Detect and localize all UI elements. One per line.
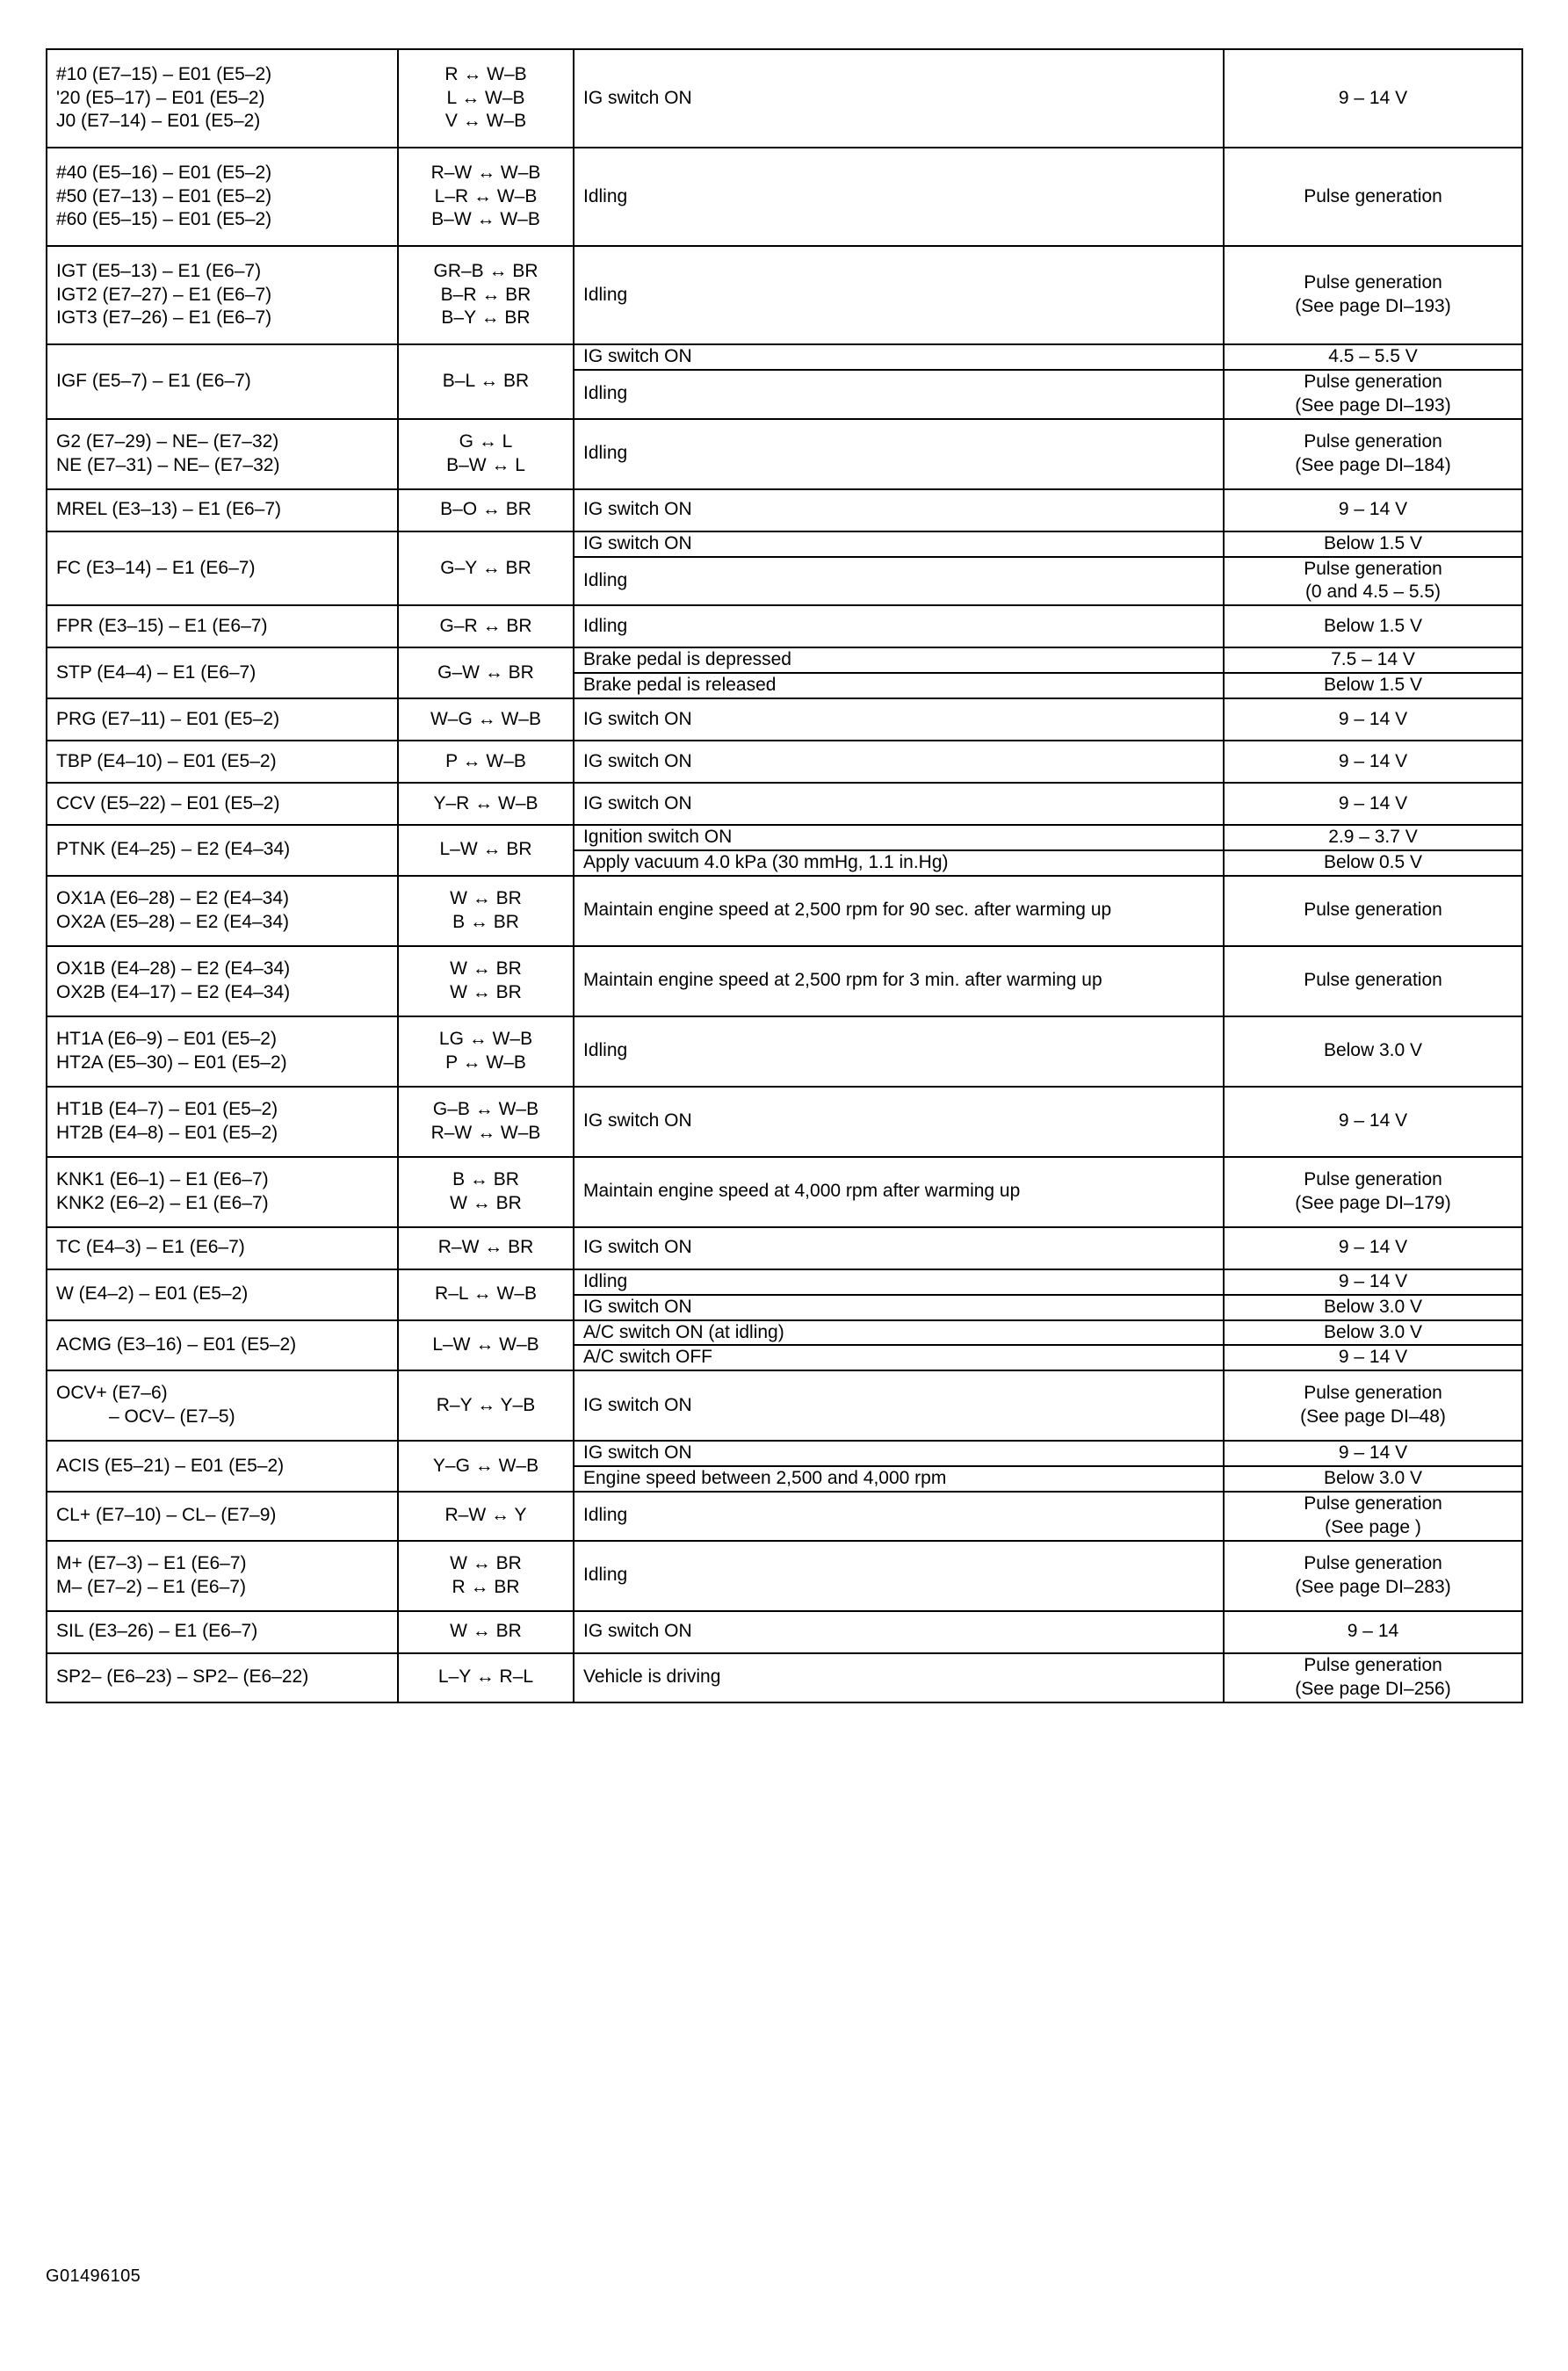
text-line: (See page DI–193) <box>1295 296 1451 316</box>
text-line: Y–R ↔ W–B <box>433 792 538 813</box>
specified-condition-cell <box>1224 1441 1522 1466</box>
table-row <box>47 1320 1522 1346</box>
specified-condition-cell <box>1224 1320 1522 1346</box>
ecm-terminal-spec-table <box>46 48 1523 1703</box>
text-line: IGT2 (E7–27) – E1 (E6–7) <box>56 284 272 305</box>
condition-cell: A/C switch ON (at idling) <box>574 1320 1224 1346</box>
text-line: 9 – 14 V <box>1338 1347 1408 1368</box>
text-line: B–W ↔ W–B <box>431 209 540 230</box>
specified-condition-cell <box>1224 1611 1522 1653</box>
text-line: R ↔ BR <box>452 1576 520 1597</box>
table-row <box>47 344 1522 370</box>
text-line: M– (E7–2) – E1 (E6–7) <box>56 1576 246 1597</box>
text-line: KNK2 (E6–2) – E1 (E6–7) <box>56 1192 269 1213</box>
text-line: 9 – 14 V <box>1338 750 1408 771</box>
text-line: ACMG (E3–16) – E01 (E5–2) <box>56 1334 297 1355</box>
text-line: #60 (E5–15) – E01 (E5–2) <box>56 209 272 230</box>
wiring-color-cell <box>398 1087 574 1157</box>
condition-cell: Maintain engine speed at 4,000 rpm after warming up <box>574 1157 1224 1227</box>
specified-condition-cell <box>1224 1653 1522 1702</box>
specified-condition-cell <box>1224 1157 1522 1227</box>
condition-cell: Maintain engine speed at 2,500 rpm for 90 sec. after warming up <box>574 876 1224 946</box>
text-line: CCV (E5–22) – E01 (E5–2) <box>56 792 280 813</box>
text-line: L–W ↔ BR <box>439 839 532 860</box>
terminal-cell <box>47 783 398 825</box>
text-line: W ↔ BR <box>450 1621 522 1642</box>
text-line: LG ↔ W–B <box>438 1028 533 1049</box>
condition-cell: IG switch ON <box>574 698 1224 741</box>
text-line: PTNK (E4–25) – E2 (E4–34) <box>56 839 291 860</box>
terminal-cell <box>47 876 398 946</box>
text-line: G–R ↔ BR <box>439 615 532 636</box>
specified-condition-cell <box>1224 850 1522 876</box>
text-line: OX2A (E5–28) – E2 (E4–34) <box>56 911 289 932</box>
text-line: Below 3.0 V <box>1323 1296 1423 1317</box>
text-line: ACIS (E5–21) – E01 (E5–2) <box>56 1455 285 1476</box>
wiring-color-cell <box>398 1541 574 1611</box>
text-line: Below 1.5 V <box>1323 615 1423 636</box>
text-line: STP (E4–4) – E1 (E6–7) <box>56 661 257 683</box>
text-line: HT2B (E4–8) – E01 (E5–2) <box>56 1122 278 1143</box>
text-line: 9 – 14 V <box>1338 499 1408 520</box>
terminal-cell <box>47 419 398 489</box>
table-row <box>47 531 1522 557</box>
text-line: PRG (E7–11) – E01 (E5–2) <box>56 708 280 729</box>
text-line: Pulse generation <box>1304 1552 1442 1573</box>
text-line: (See page DI–48) <box>1300 1406 1446 1428</box>
specified-condition-cell <box>1224 1295 1522 1320</box>
specified-condition-cell <box>1224 1541 1522 1611</box>
terminal-cell <box>47 1441 398 1492</box>
text-line: G–B ↔ W–B <box>432 1098 539 1119</box>
terminal-cell <box>47 1541 398 1611</box>
text-line: FC (E3–14) – E1 (E6–7) <box>56 557 256 578</box>
wiring-color-cell <box>398 1157 574 1227</box>
wiring-color-cell <box>398 1611 574 1653</box>
text-line: SIL (E3–26) – E1 (E6–7) <box>56 1621 258 1642</box>
condition-cell: Idling <box>574 148 1224 246</box>
wiring-color-cell <box>398 1269 574 1320</box>
text-line: Pulse generation <box>1304 272 1442 293</box>
table-row <box>47 946 1522 1016</box>
text-line: W ↔ BR <box>450 887 522 908</box>
text-line: W (E4–2) – E01 (E5–2) <box>56 1283 249 1305</box>
terminal-cell <box>47 1016 398 1087</box>
condition-cell: IG switch ON <box>574 1441 1224 1466</box>
text-line: 9 – 14 V <box>1338 1237 1408 1258</box>
text-line: (See page DI–179) <box>1295 1192 1451 1213</box>
text-line: J0 (E7–14) – E01 (E5–2) <box>56 111 261 132</box>
terminal-cell <box>47 1653 398 1702</box>
text-line: TBP (E4–10) – E01 (E5–2) <box>56 750 277 771</box>
condition-cell: IG switch ON <box>574 1295 1224 1320</box>
text-line: Pulse generation <box>1304 970 1442 991</box>
text-line: W ↔ BR <box>450 958 522 979</box>
text-line: W ↔ BR <box>450 981 522 1002</box>
text-line: HT2A (E5–30) – E01 (E5–2) <box>56 1052 287 1073</box>
text-line: R–W ↔ W–B <box>430 1122 541 1143</box>
table-row <box>47 741 1522 783</box>
wiring-color-cell <box>398 1653 574 1702</box>
text-line: W ↔ BR <box>450 1192 522 1213</box>
text-line: 4.5 – 5.5 V <box>1328 346 1418 366</box>
text-line: Below 3.0 V <box>1323 1321 1423 1342</box>
text-line: Pulse generation <box>1304 430 1442 452</box>
terminal-cell <box>47 344 398 419</box>
text-line: B–L ↔ BR <box>442 370 530 391</box>
text-line: R ↔ W–B <box>444 63 527 84</box>
text-line: V ↔ W–B <box>444 111 527 132</box>
specified-condition-cell <box>1224 246 1522 344</box>
wiring-color-cell <box>398 1320 574 1371</box>
text-line: 2.9 – 3.7 V <box>1328 827 1418 847</box>
condition-cell: IG switch ON <box>574 1370 1224 1441</box>
wiring-color-cell <box>398 698 574 741</box>
text-line: P ↔ W–B <box>445 750 526 771</box>
text-line: 9 – 14 V <box>1338 87 1408 108</box>
specified-condition-cell <box>1224 1087 1522 1157</box>
text-line: – OCV– (E7–5) <box>109 1406 235 1428</box>
terminal-cell <box>47 148 398 246</box>
condition-cell: Brake pedal is depressed <box>574 647 1224 673</box>
wiring-color-cell <box>398 1016 574 1087</box>
terminal-cell <box>47 825 398 876</box>
text-line: KNK1 (E6–1) – E1 (E6–7) <box>56 1168 269 1189</box>
wiring-color-cell <box>398 148 574 246</box>
terminal-cell <box>47 1320 398 1371</box>
specified-condition-cell <box>1224 148 1522 246</box>
text-line: B–R ↔ BR <box>440 284 531 305</box>
text-line: G ↔ L <box>459 430 513 452</box>
specified-condition-cell <box>1224 344 1522 370</box>
specified-condition-cell <box>1224 1466 1522 1492</box>
condition-cell: Brake pedal is released <box>574 673 1224 698</box>
condition-cell: Idling <box>574 1541 1224 1611</box>
table-row <box>47 489 1522 531</box>
terminal-cell <box>47 698 398 741</box>
terminal-cell <box>47 489 398 531</box>
text-line: B ↔ BR <box>452 911 519 932</box>
specified-condition-cell <box>1224 531 1522 557</box>
table-row <box>47 1541 1522 1611</box>
terminal-cell <box>47 1157 398 1227</box>
text-line: OX1B (E4–28) – E2 (E4–34) <box>56 958 291 979</box>
terminal-cell <box>47 1492 398 1541</box>
wiring-color-cell <box>398 605 574 647</box>
text-line: M+ (E7–3) – E1 (E6–7) <box>56 1552 247 1573</box>
text-line: 9 – 14 V <box>1338 792 1408 813</box>
wiring-color-cell <box>398 1492 574 1541</box>
text-line: B–O ↔ BR <box>440 499 531 520</box>
table-row <box>47 876 1522 946</box>
terminal-cell <box>47 605 398 647</box>
text-line: Below 3.0 V <box>1323 1040 1423 1061</box>
text-line: Pulse generation <box>1304 1493 1442 1514</box>
terminal-cell <box>47 246 398 344</box>
text-line: 9 – 14 V <box>1338 1110 1408 1131</box>
wiring-color-cell <box>398 489 574 531</box>
terminal-cell <box>47 946 398 1016</box>
specified-condition-cell <box>1224 1370 1522 1441</box>
text-line: IGT3 (E7–26) – E1 (E6–7) <box>56 307 272 329</box>
terminal-cell <box>47 1087 398 1157</box>
terminal-cell <box>47 49 398 148</box>
condition-cell: Ignition switch ON <box>574 825 1224 850</box>
condition-cell: IG switch ON <box>574 1087 1224 1157</box>
text-line: (See page DI–193) <box>1295 394 1451 416</box>
text-line: G–W ↔ BR <box>437 661 534 683</box>
condition-cell: Vehicle is driving <box>574 1653 1224 1702</box>
figure-code: G01496105 <box>46 2266 141 2286</box>
text-line: L–W ↔ W–B <box>432 1334 539 1355</box>
specified-condition-cell <box>1224 647 1522 673</box>
condition-cell: IG switch ON <box>574 531 1224 557</box>
text-line: Pulse generation <box>1304 558 1442 579</box>
text-line: FPR (E3–15) – E1 (E6–7) <box>56 615 268 636</box>
text-line: L ↔ W–B <box>446 87 525 108</box>
text-line: R–L ↔ W–B <box>435 1283 537 1305</box>
text-line: L–R ↔ W–B <box>434 185 538 206</box>
terminal-cell <box>47 531 398 606</box>
table-row <box>47 1611 1522 1653</box>
text-line: OX1A (E6–28) – E2 (E4–34) <box>56 887 289 908</box>
text-line: TC (E4–3) – E1 (E6–7) <box>56 1237 245 1258</box>
wiring-color-cell <box>398 1227 574 1269</box>
condition-cell: IG switch ON <box>574 344 1224 370</box>
text-line: Y–G ↔ W–B <box>432 1455 539 1476</box>
specified-condition-cell <box>1224 673 1522 698</box>
condition-cell: IG switch ON <box>574 489 1224 531</box>
text-line: R–W ↔ W–B <box>430 162 541 183</box>
text-line: (See page ) <box>1325 1516 1421 1537</box>
condition-cell: IG switch ON <box>574 741 1224 783</box>
text-line: IGT (E5–13) – E1 (E6–7) <box>56 260 262 281</box>
table-row <box>47 1492 1522 1541</box>
text-line: (0 and 4.5 – 5.5) <box>1304 582 1442 603</box>
text-line: (See page DI–256) <box>1295 1678 1451 1699</box>
table-row <box>47 49 1522 148</box>
wiring-color-cell <box>398 344 574 419</box>
wiring-color-cell <box>398 741 574 783</box>
text-line: Pulse generation <box>1304 185 1442 206</box>
text-line: G2 (E7–29) – NE– (E7–32) <box>56 430 279 452</box>
specified-condition-cell <box>1224 419 1522 489</box>
text-line: (See page DI–283) <box>1295 1576 1451 1597</box>
text-line: L–Y ↔ R–L <box>437 1666 534 1688</box>
text-line: '20 (E5–17) – E01 (E5–2) <box>56 87 265 108</box>
wiring-color-cell <box>398 1441 574 1492</box>
specified-condition-cell <box>1224 605 1522 647</box>
specified-condition-cell <box>1224 1227 1522 1269</box>
specified-condition-cell <box>1224 489 1522 531</box>
text-line: R–W ↔ Y <box>444 1505 527 1526</box>
table-row <box>47 647 1522 673</box>
wiring-color-cell <box>398 783 574 825</box>
text-line: Pulse generation <box>1304 1383 1442 1404</box>
table-row <box>47 1157 1522 1227</box>
text-line: Pulse generation <box>1304 1654 1442 1675</box>
wiring-color-cell <box>398 876 574 946</box>
condition-cell: Idling <box>574 419 1224 489</box>
wiring-color-cell <box>398 49 574 148</box>
specified-condition-cell <box>1224 1345 1522 1370</box>
text-line: B–W ↔ L <box>446 454 525 475</box>
wiring-color-cell <box>398 1370 574 1441</box>
table-body <box>47 49 1522 1702</box>
specified-condition-cell <box>1224 49 1522 148</box>
text-line: P ↔ W–B <box>445 1052 526 1073</box>
text-line: 9 – 14 V <box>1338 708 1408 729</box>
table-row <box>47 1370 1522 1441</box>
condition-cell: IG switch ON <box>574 49 1224 148</box>
condition-cell: Idling <box>574 1016 1224 1087</box>
text-line: Pulse generation <box>1304 371 1442 392</box>
condition-cell: Maintain engine speed at 2,500 rpm for 3 min. after warming up <box>574 946 1224 1016</box>
condition-cell: Idling <box>574 1492 1224 1541</box>
wiring-color-cell <box>398 531 574 606</box>
specified-condition-cell <box>1224 1492 1522 1541</box>
condition-cell: IG switch ON <box>574 783 1224 825</box>
text-line: Below 0.5 V <box>1323 851 1423 872</box>
specified-condition-cell <box>1224 946 1522 1016</box>
table-row <box>47 783 1522 825</box>
text-line: MREL (E3–13) – E1 (E6–7) <box>56 499 282 520</box>
text-line: Pulse generation <box>1304 900 1442 921</box>
condition-cell: Idling <box>574 1269 1224 1295</box>
text-line: NE (E7–31) – NE– (E7–32) <box>56 454 280 475</box>
specified-condition-cell <box>1224 557 1522 606</box>
text-line: W–G ↔ W–B <box>430 708 541 729</box>
specified-condition-cell <box>1224 741 1522 783</box>
wiring-color-cell <box>398 825 574 876</box>
text-line: R–W ↔ BR <box>437 1237 534 1258</box>
table-row <box>47 1269 1522 1295</box>
condition-cell: Apply vacuum 4.0 kPa (30 mmHg, 1.1 in.Hg) <box>574 850 1224 876</box>
condition-cell: Idling <box>574 605 1224 647</box>
text-line: Below 3.0 V <box>1323 1468 1423 1489</box>
terminal-cell <box>47 741 398 783</box>
condition-cell: IG switch ON <box>574 1611 1224 1653</box>
condition-cell: Idling <box>574 246 1224 344</box>
text-line: Below 1.5 V <box>1323 675 1423 696</box>
text-line: 9 – 14 <box>1347 1621 1399 1642</box>
text-line: GR–B ↔ BR <box>433 260 538 281</box>
terminal-cell <box>47 1269 398 1320</box>
text-line: R–Y ↔ Y–B <box>436 1394 536 1415</box>
table-row <box>47 1441 1522 1466</box>
text-line: #10 (E7–15) – E01 (E5–2) <box>56 63 272 84</box>
specified-condition-cell <box>1224 783 1522 825</box>
text-line: 9 – 14 V <box>1338 1270 1408 1291</box>
terminal-cell <box>47 1370 398 1441</box>
condition-cell: IG switch ON <box>574 1227 1224 1269</box>
specified-condition-cell <box>1224 876 1522 946</box>
condition-cell: A/C switch OFF <box>574 1345 1224 1370</box>
specified-condition-cell <box>1224 370 1522 419</box>
text-line: 9 – 14 V <box>1338 1442 1408 1464</box>
text-line: Pulse generation <box>1304 1168 1442 1189</box>
text-line: #50 (E7–13) – E01 (E5–2) <box>56 185 272 206</box>
wiring-color-cell <box>398 647 574 698</box>
text-line: B ↔ BR <box>452 1168 519 1189</box>
table-row <box>47 698 1522 741</box>
condition-cell: Idling <box>574 557 1224 606</box>
specified-condition-cell <box>1224 1016 1522 1087</box>
wiring-color-cell <box>398 419 574 489</box>
terminal-cell <box>47 647 398 698</box>
text-line: G–Y ↔ BR <box>440 557 531 578</box>
table-row <box>47 1227 1522 1269</box>
specified-condition-cell <box>1224 698 1522 741</box>
text-line: (See page DI–184) <box>1295 454 1451 475</box>
text-line: OX2B (E4–17) – E2 (E4–34) <box>56 981 291 1002</box>
text-line: #40 (E5–16) – E01 (E5–2) <box>56 162 272 183</box>
text-line: OCV+ (E7–6) <box>56 1383 168 1404</box>
table-row <box>47 1087 1522 1157</box>
text-line: B–Y ↔ BR <box>441 307 531 329</box>
terminal-cell <box>47 1611 398 1653</box>
table-row <box>47 1653 1522 1702</box>
terminal-cell <box>47 1227 398 1269</box>
text-line: CL+ (E7–10) – CL– (E7–9) <box>56 1505 277 1526</box>
text-line: SP2– (E6–23) – SP2– (E6–22) <box>56 1666 309 1688</box>
text-line: HT1A (E6–9) – E01 (E5–2) <box>56 1028 277 1049</box>
condition-cell: Idling <box>574 370 1224 419</box>
text-line: IGF (E5–7) – E1 (E6–7) <box>56 370 251 391</box>
wiring-color-cell <box>398 946 574 1016</box>
specified-condition-cell <box>1224 825 1522 850</box>
condition-cell: Engine speed between 2,500 and 4,000 rpm <box>574 1466 1224 1492</box>
table-row <box>47 825 1522 850</box>
text-line: Below 1.5 V <box>1323 532 1423 553</box>
specified-condition-cell <box>1224 1269 1522 1295</box>
table-row <box>47 1016 1522 1087</box>
text-line: 7.5 – 14 V <box>1331 649 1415 670</box>
wiring-color-cell <box>398 246 574 344</box>
table-row <box>47 246 1522 344</box>
text-line: W ↔ BR <box>450 1552 522 1573</box>
table-row <box>47 148 1522 246</box>
text-line: HT1B (E4–7) – E01 (E5–2) <box>56 1098 278 1119</box>
table-row <box>47 419 1522 489</box>
table-row <box>47 605 1522 647</box>
